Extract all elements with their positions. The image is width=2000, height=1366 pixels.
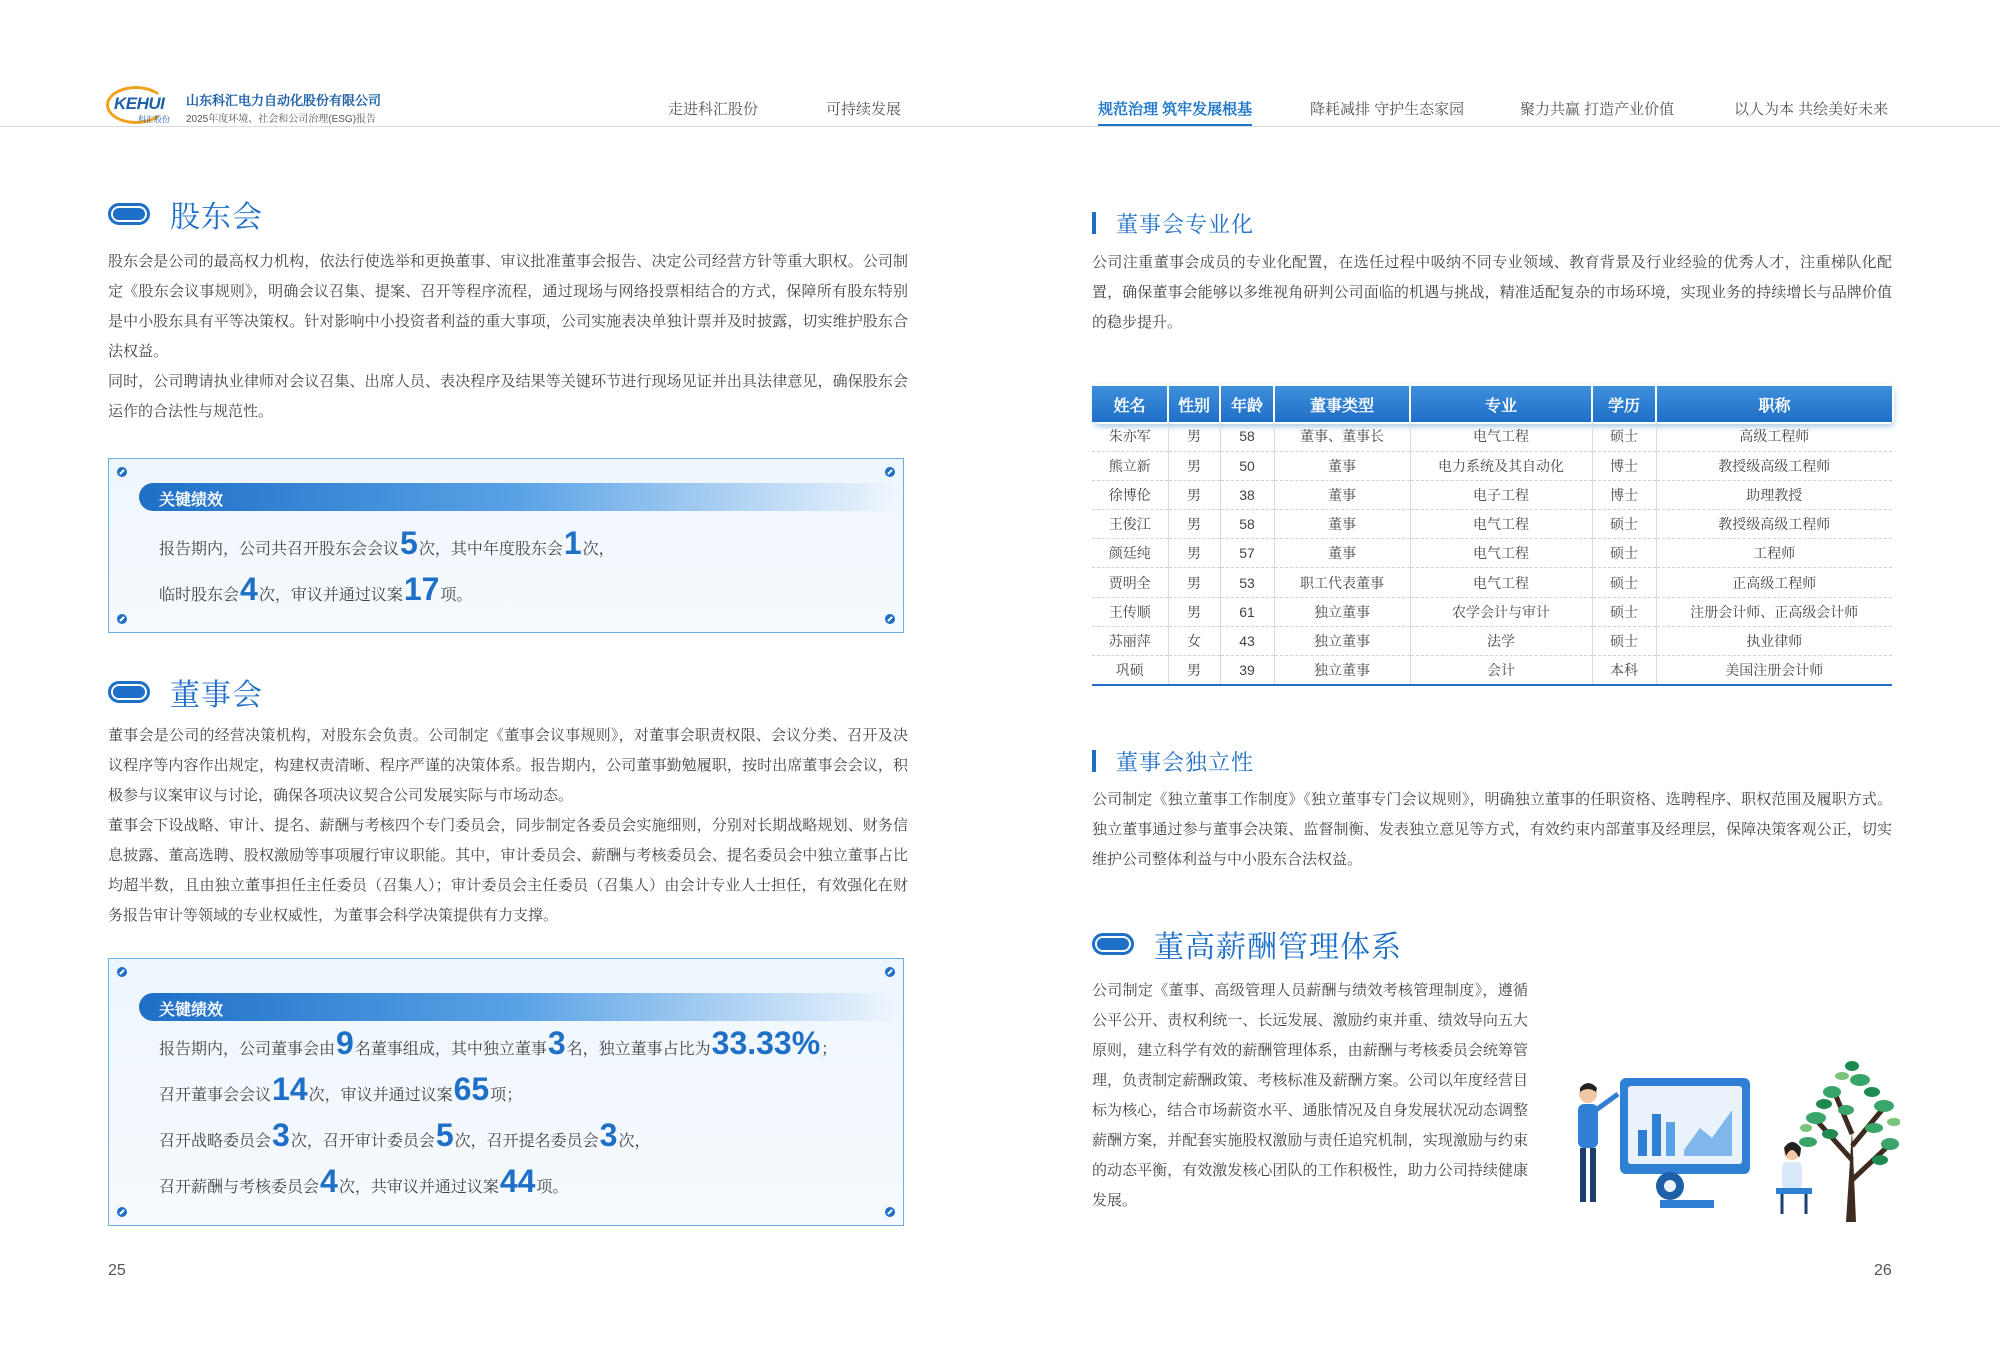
section-heading: 董高薪酬管理体系: [1154, 931, 1402, 964]
kpi-text: 次，共审议并通过议案: [338, 1179, 499, 1196]
logo-text: KEHUI: [114, 94, 165, 113]
pin-icon: [885, 467, 895, 477]
kpi-number: 4: [320, 1163, 338, 1199]
table-cell: 朱亦军: [1092, 422, 1168, 451]
kpi-number: 1: [563, 525, 582, 561]
table-cell: 贾明全: [1092, 568, 1168, 597]
kpi-text: 次，审议并通过议案: [308, 1087, 453, 1104]
page-number-right: 26: [1874, 1262, 1892, 1279]
table-cell: 董事、董事长: [1274, 422, 1410, 451]
kpi-number: 4: [240, 571, 258, 607]
company-name: 山东科汇电力自动化股份有限公司: [186, 93, 382, 108]
table-header-cell: 专业: [1410, 386, 1592, 422]
page-number-left: 25: [108, 1262, 126, 1279]
table-cell: 男: [1168, 510, 1220, 539]
kpi-text: 次，其中年度股东会: [418, 541, 563, 558]
table-cell: 男: [1168, 451, 1220, 480]
kpi-line: [159, 527, 615, 559]
kehui-logo: [106, 86, 176, 126]
table-row: [1092, 656, 1892, 685]
table-cell: 美国注册会计师: [1656, 656, 1892, 685]
kpi-line: [159, 573, 472, 605]
table-header-cell: 职称: [1758, 397, 1791, 415]
independence-paragraph: 公司制定《独立董事工作制度》《独立董事专门会议规则》，明确独立董事的任职资格、选聘程序、职权范围及履职方式。独立董事通过参与董事会决策、监督制衡、发表独立意见等方式，有效约束内部董事及经理层，保障决策客观公正，切实维护公司整体利益与中小股东合法权益。: [1092, 791, 1892, 868]
board-paragraph-2: 董事会下设战略、审计、提名、薪酬与考核四个专门委员会，同步制定各委员会实施细则，分别对长期战略规划、财务信息披露、董高选聘、股权激励等事项履行审议职能。其中，审计委员会、薪酬与考核委员会、提名委员会中独立董事占比均超半数，且由独立董事担任主任委员（召集人）；审计委员会主任委员（召集人）由会计专业人士担任，有效强化在财务报告审计等领域的专业权威性，为董事会科学决策提供有力支撑。: [108, 817, 908, 924]
subsection-title-professional: [1092, 208, 1254, 238]
kpi-badge: [139, 993, 899, 1021]
kpi-text: 名，独立董事占比为: [566, 1041, 711, 1058]
nav-item-governance[interactable]: 规范治理 筑牢发展根基: [1098, 101, 1253, 118]
pin-icon: [117, 467, 127, 477]
kpi-text: 项；: [490, 1087, 523, 1104]
kpi-text: 报告期内，公司董事会由: [159, 1041, 336, 1058]
kpi-number: 33.33%: [711, 1025, 821, 1061]
chart-bar-icon: [1666, 1122, 1675, 1156]
kpi-text: 次，: [582, 541, 615, 558]
table-cell: 男: [1168, 539, 1220, 568]
table-cell: 博士: [1592, 451, 1656, 480]
board-members-table: [1092, 386, 1892, 686]
table-cell: 独立董事: [1274, 626, 1410, 655]
section-heading: 股东会: [170, 201, 263, 234]
table-cell: 高级工程师: [1656, 422, 1892, 451]
subsection-heading: 董事会专业化: [1116, 211, 1255, 237]
table-row: [1092, 451, 1892, 480]
table-cell: 执业律师: [1656, 626, 1892, 655]
logo-subtext: 科汇股份: [138, 115, 170, 124]
table-cell: 职工代表董事: [1274, 568, 1410, 597]
table-cell: 教授级高级工程师: [1656, 510, 1892, 539]
compensation-paragraph: 公司制定《董事、高级管理人员薪酬与绩效考核管理制度》，遵循公平公开、责权利统一、长远发展、激励约束并重、绩效导向五大原则，建立科学有效的薪酬管理体系，由薪酬与考核委员会统筹管理，负责制定薪酬政策、考核标准及薪酬方案。公司以年度经营目标为核心，结合市场薪资水平、通胀情况及自身发展状况动态调整薪酬方案，并配套实施股权激励与责任追究机制，实现激励与约束的动态平衡，有效激发核心团队的工作积极性，助力公司持续健康发展。: [1092, 982, 1528, 1209]
table-cell: 男: [1168, 568, 1220, 597]
kpi-line: [159, 1165, 568, 1197]
pin-icon: [885, 1207, 895, 1217]
table-cell: 苏丽萍: [1092, 626, 1168, 655]
table-cell: 53: [1220, 568, 1274, 597]
table-cell: 38: [1220, 480, 1274, 509]
table-row: [1092, 539, 1892, 568]
pin-icon: [117, 614, 127, 624]
pin-icon: [117, 1207, 127, 1217]
shareholders-paragraph-1: 股东会是公司的最高权力机构，依法行使选举和更换董事、审议批准董事会报告、决定公司经营方针等重大职权。公司制定《股东会议事规则》，明确会议召集、提案、召开等程序流程，通过现场与网络投票相结合的方式，保障所有股东特别是中小股东具有平等决策权。针对影响中小投资者利益的重大事项，公司实施表决单独计票并及时披露，切实维护股东合法权益。: [108, 253, 908, 360]
table-cell: 电气工程: [1410, 568, 1592, 597]
section-title-compensation: [1092, 924, 1402, 964]
kpi-number: 65: [453, 1071, 490, 1107]
kpi-text: 名董事组成，其中独立董事: [354, 1041, 547, 1058]
table-cell: 男: [1168, 422, 1220, 451]
pin-icon: [885, 614, 895, 624]
kpi-text: 召开董事会会议: [159, 1087, 272, 1104]
table-row: [1092, 422, 1892, 451]
page-header: [0, 0, 2000, 128]
table-cell: 女: [1168, 626, 1220, 655]
table-cell: 王传顺: [1092, 597, 1168, 626]
nav-item-industry[interactable]: 聚力共赢 打造产业价值: [1520, 101, 1675, 118]
chart-bar-icon: [1652, 1114, 1661, 1156]
table-cell: 助理教授: [1656, 480, 1892, 509]
table-cell: 电气工程: [1410, 539, 1592, 568]
table-cell: 硕士: [1592, 539, 1656, 568]
kpi-badge: [139, 483, 899, 511]
board-paragraph-1: 董事会是公司的经营决策机构，对股东会负责。公司制定《董事会议事规则》，对董事会职责权限、会议分类、召开及决议程序等内容作出规定，构建权责清晰、程序严谨的决策体系。报告期内，公司董事勤勉履职，按时出席董事会会议，积极参与议案审议与讨论，确保各项决议契合公司发展实际与市场动态。: [108, 727, 908, 804]
table-row: [1092, 568, 1892, 597]
shareholders-paragraph-2: 同时，公司聘请执业律师对会议召集、出席人员、表决程序及结果等关键环节进行现场见证并出具法律意见，确保股东会运作的合法性与规范性。: [108, 373, 908, 420]
kpi-number: 17: [403, 571, 440, 607]
kpi-number: 5: [435, 1117, 454, 1153]
table-cell: 教授级高级工程师: [1656, 451, 1892, 480]
table-cell: 58: [1220, 510, 1274, 539]
header-divider: [0, 126, 2000, 127]
table-row: [1092, 626, 1892, 655]
kpi-text: 召开战略委员会: [159, 1133, 272, 1150]
table-cell: 董事: [1274, 539, 1410, 568]
pin-icon: [117, 967, 127, 977]
pin-icon: [885, 967, 895, 977]
table-row: [1092, 597, 1892, 626]
board-kpi-box: [108, 958, 904, 1226]
table-cell: 男: [1168, 480, 1220, 509]
kpi-number: 9: [336, 1025, 354, 1061]
kpi-text: 召开薪酬与考核委员会: [159, 1179, 320, 1196]
nav-item-sustainability[interactable]: 可持续发展: [826, 101, 902, 118]
kpi-text: 次，召开审计委员会: [290, 1133, 435, 1150]
table-cell: 男: [1168, 656, 1220, 685]
table-cell: 董事: [1274, 480, 1410, 509]
table-cell: 43: [1220, 626, 1274, 655]
subsection-bar: [1092, 212, 1096, 234]
table-cell: 50: [1220, 451, 1274, 480]
table-header-cell: 年龄: [1220, 386, 1274, 422]
table-cell: 王俊江: [1092, 510, 1168, 539]
kpi-text: ；: [821, 1041, 838, 1058]
subsection-heading: 董事会独立性: [1116, 749, 1255, 775]
table-cell: 工程师: [1656, 539, 1892, 568]
table-row: [1092, 510, 1892, 539]
table-cell: 本科: [1592, 656, 1656, 685]
table-cell: 电力系统及其自动化: [1410, 451, 1592, 480]
table-header-cell: 董事类型: [1274, 386, 1410, 422]
toggle-icon: [1092, 933, 1134, 955]
section-heading: 董事会: [170, 679, 263, 712]
table-cell: 独立董事: [1274, 597, 1410, 626]
table-cell: 徐博伦: [1092, 480, 1168, 509]
shareholders-kpi-box: [108, 458, 904, 633]
table-cell: 57: [1220, 539, 1274, 568]
toggle-icon: [108, 203, 150, 225]
table-cell: 熊立新: [1092, 451, 1168, 480]
table-cell: 董事: [1274, 510, 1410, 539]
table-cell: 硕士: [1592, 422, 1656, 451]
table-cell: 独立董事: [1274, 656, 1410, 685]
table-header-cell: 性别: [1168, 386, 1220, 422]
table-cell: 39: [1220, 656, 1274, 685]
kpi-number: 3: [272, 1117, 290, 1153]
toggle-icon: [108, 681, 150, 703]
chart-bar-icon: [1638, 1130, 1647, 1156]
kpi-badge-label: 关键绩效: [159, 492, 224, 509]
table-row: [1092, 480, 1892, 509]
kpi-line: [159, 1119, 650, 1151]
table-cell: 硕士: [1592, 626, 1656, 655]
subsection-bar: [1092, 750, 1096, 772]
kpi-text: 报告期内，公司共召开股东会会议: [159, 541, 400, 558]
kpi-text: 次，审议并通过议案: [258, 587, 403, 604]
kpi-number: 14: [272, 1071, 308, 1107]
table-cell: 硕士: [1592, 597, 1656, 626]
kpi-badge-label: 关键绩效: [159, 1002, 224, 1019]
report-name: 2025年度环境、社会和公司治理(ESG)报告: [186, 114, 377, 125]
table-cell: 博士: [1592, 480, 1656, 509]
table-header-cell: 学历: [1592, 386, 1656, 422]
kpi-line: [159, 1073, 522, 1105]
table-cell: 注册会计师、正高级会计师: [1656, 597, 1892, 626]
table-cell: 硕士: [1592, 510, 1656, 539]
table-cell: 颜廷纯: [1092, 539, 1168, 568]
kpi-text: 项。: [440, 587, 473, 604]
table-cell: 61: [1220, 597, 1274, 626]
section-title-board: [108, 672, 263, 712]
team-dashboard-illustration: [1560, 1010, 1900, 1222]
table-cell: 男: [1168, 597, 1220, 626]
kpi-number: 44: [499, 1163, 536, 1199]
table-cell: 法学: [1410, 626, 1592, 655]
subsection-title-independence: [1092, 746, 1254, 776]
kpi-text: 次，召开提名委员会: [454, 1133, 599, 1150]
table-cell: 董事: [1274, 451, 1410, 480]
table-cell: 正高级工程师: [1656, 568, 1892, 597]
kpi-text: 临时股东会: [159, 587, 240, 604]
professional-paragraph: 公司注重董事会成员的专业化配置，在选任过程中吸纳不同专业领域、教育背景及行业经验的优秀人才，注重梯队化配置，确保董事会能够以多维视角研判公司面临的机遇与挑战，精准适配复杂的市场环境，实现业务的持续增长与品牌价值的稳步提升。: [1092, 254, 1892, 331]
kpi-line: [159, 1027, 837, 1059]
kpi-text: 次，: [618, 1133, 651, 1150]
table-cell: 硕士: [1592, 568, 1656, 597]
kpi-text: 项。: [536, 1179, 569, 1196]
table-header-row: [1092, 386, 1892, 422]
table-cell: 电子工程: [1410, 480, 1592, 509]
nav-item-people[interactable]: 以人为本 共绘美好未来: [1734, 101, 1889, 118]
table-header-cell: 姓名: [1092, 386, 1168, 422]
table-cell: 电气工程: [1410, 510, 1592, 539]
nav-item-environment[interactable]: 降耗减排 守护生态家园: [1310, 101, 1465, 118]
table-cell: 巩硕: [1092, 656, 1168, 685]
nav-item-about[interactable]: 走进科汇股份: [668, 101, 759, 118]
table-cell: 电气工程: [1410, 422, 1592, 451]
table-cell: 58: [1220, 422, 1274, 451]
section-title-shareholders: [108, 194, 263, 234]
table-cell: 会计: [1410, 656, 1592, 685]
table-cell: 农学会计与审计: [1410, 597, 1592, 626]
kpi-number: 5: [400, 525, 418, 561]
kpi-number: 3: [599, 1117, 618, 1153]
kpi-number: 3: [547, 1025, 566, 1061]
